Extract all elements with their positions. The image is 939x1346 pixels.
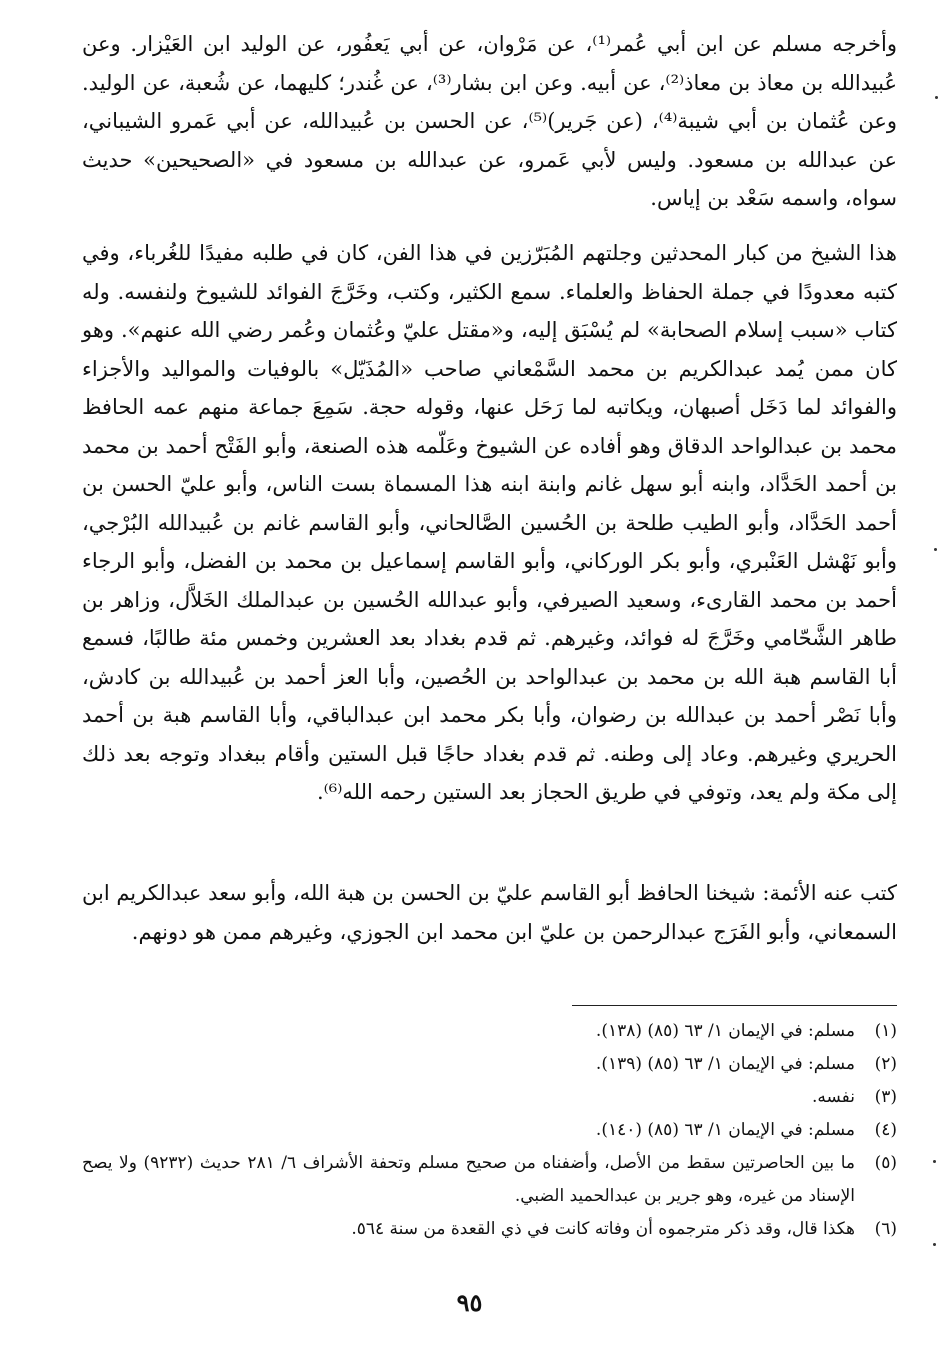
footnote-2 [82,1048,897,1081]
paragraph-hadith-isnad: وأخرجه مسلم عن ابن أبي عُمر⁽¹⁾، عن مَرْوان، عن أبي يَعفُور، عن الوليد ابن العَيْزار. وعن عُبيدالله بن معاذ بن معاذ⁽²⁾، عن أبيه. وعن ابن بشار⁽³⁾، عن غُندر؛ كليهما، عن شُعبة، عن الوليد. وعن عُثمان بن أبي شيبة⁽⁴⁾، (عن جَرير)⁽⁵⁾، عن الحسن بن عُبيدالله، عن أبي عَمرو الشيباني، عن عبدالله بن مسعود. وليس لأبي عَمرو، عن عبدالله بن مسعود في «الصحيحين» حديث سواه، واسمه سَعْد بن إياس. [82,32,897,210]
paragraph-students: كتب عنه الأئمة: شيخنا الحافظ أبو القاسم عليّ بن الحسن بن هبة الله، وأبو سعد عبدالكريم ابن السمعاني، وأبو الفَرَج عبدالرحمن بن عليّ ابن محمد ابن الجوزي، وغيرهم ممن هو دونهم. [81,881,897,944]
paragraph-biography: هذا الشيخ من كبار المحدثين وجلتهم المُبَرّزين في هذا الفن، كان في طلبه مفيدًا للغُرباء، وفي كتبه معدودًا في جملة الحفاظ والعلماء. سمع الكثير، وكتب، وخَرَّجَ الفوائد للشيوخ ولنفسه. وله كتاب «سبب إسلام الصحابة» لم يُسْبَق إليه، و«مقتل عليّ وعُثمان وعُمر رضي الله عنهم». وهو كان ممن يُمد عبدالكريم بن محمد السَّمْعاني صاحب «المُذَيّل» بالوفيات والمواليد والأجزاء والفوائد لما دَخَل أصبهان، ويكاتبه لما رَحَل عنها، وقوله حجة. سَمِعَ جماعة منهم عمه الحافظ محمد بن عبدالواحد الدقاق وهو أفاده عن الشيوخ وعَلّمه هذه الصنعة، وأبو الفَتْح أحمد بن محمد بن أحمد الحَدَّاد، وابنه أبو سهل غانم وابنة ابنه هذا المسماة بست الناس، وأبو عليّ الحسن بن أحمد الحَدَّاد، وأبو الطيب طلحة بن الحُسين الصَّالحاني، وأبو القاسم غانم بن عُبيدالله البُرْجي، وأبو نَهْشل العَنْبري، وأبو بكر الوركاني، وأبو القاسم إسماعيل بن محمد بن الفضل، وأبو الرجاء أحمد بن محمد القارىء، وسعيد الصيرفي، وأبو عبدالله الحُسين بن عبدالملك الخَلاَّل، وزاهر بن طاهر الشَّحّامي وخَرَّجَ له فوائد، وغيرهم. ثم قدم بغداد بعد العشرين وخمس مئة طالبًا، فسمع أبا القاسم هبة الله بن محمد بن عبدالواحد بن الحُصين، وأبا العز أحمد بن عُبيدالله بن كادش، وأبا نَصْر أحمد بن عبدالله بن رضوان، وأبا بكر محمد ابن عبدالباقي، وأبا القاسم هبة بن أحمد الحريري وغيرهم. وعاد إلى وطنه. ثم قدم بغداد حاجًا قبل الستين وأقام ببغداد وتوجه بعد ذلك إلى مكة ولم يعد، وتوفي في طريق الحجاز بعد الستين رحمه الله⁽⁶⁾. [82,241,897,804]
footnote-3 [82,1081,897,1114]
footnote-number: (١) [874,1021,897,1041]
scan-speck [933,1160,936,1163]
footnote-number: (٣) [874,1087,897,1107]
page-number: ٩٥ [456,1288,483,1317]
footnote-number: (٥) [874,1153,897,1173]
footnote-6 [82,1213,897,1246]
footnote-number: (٤) [874,1120,897,1140]
footnote-1 [82,1015,897,1048]
footnote-text: مسلم: في الإيمان ١/ ٦٣ (٨٥) (١٣٨). [595,1021,855,1041]
footnotes-list [82,1015,897,1246]
scan-speck [933,1243,936,1246]
footnote-text: ما بين الحاصرتين سقط من الأصل، وأضفناه من صحيح مسلم وتحفة الأشراف ٦/ ٢٨١ حديث (٩٢٣٢) ولا يصح الإسناد من غيره، وهو جرير بن عبدالحميد الضبي. [82,1153,856,1206]
footnote-text: مسلم: في الإيمان ١/ ٦٣ (٨٥) (١٣٩). [595,1054,855,1074]
footnote-number: (٦) [874,1219,897,1239]
footnote-number: (٢) [874,1054,897,1074]
scan-speck [934,548,937,551]
footnote-4 [82,1114,897,1147]
footnote-text: هكذا قال، وقد ذكر مترجموه أن وفاته كانت في ذي القعدة من سنة ٥٦٤. [351,1219,855,1239]
footnote-text: مسلم: في الإيمان ١/ ٦٣ (٨٥) (١٤٠). [595,1120,855,1140]
footnote-text: نفسه. [811,1087,855,1107]
footnote-separator [572,1005,897,1006]
footnote-5 [82,1147,897,1213]
scan-speck [935,96,938,99]
